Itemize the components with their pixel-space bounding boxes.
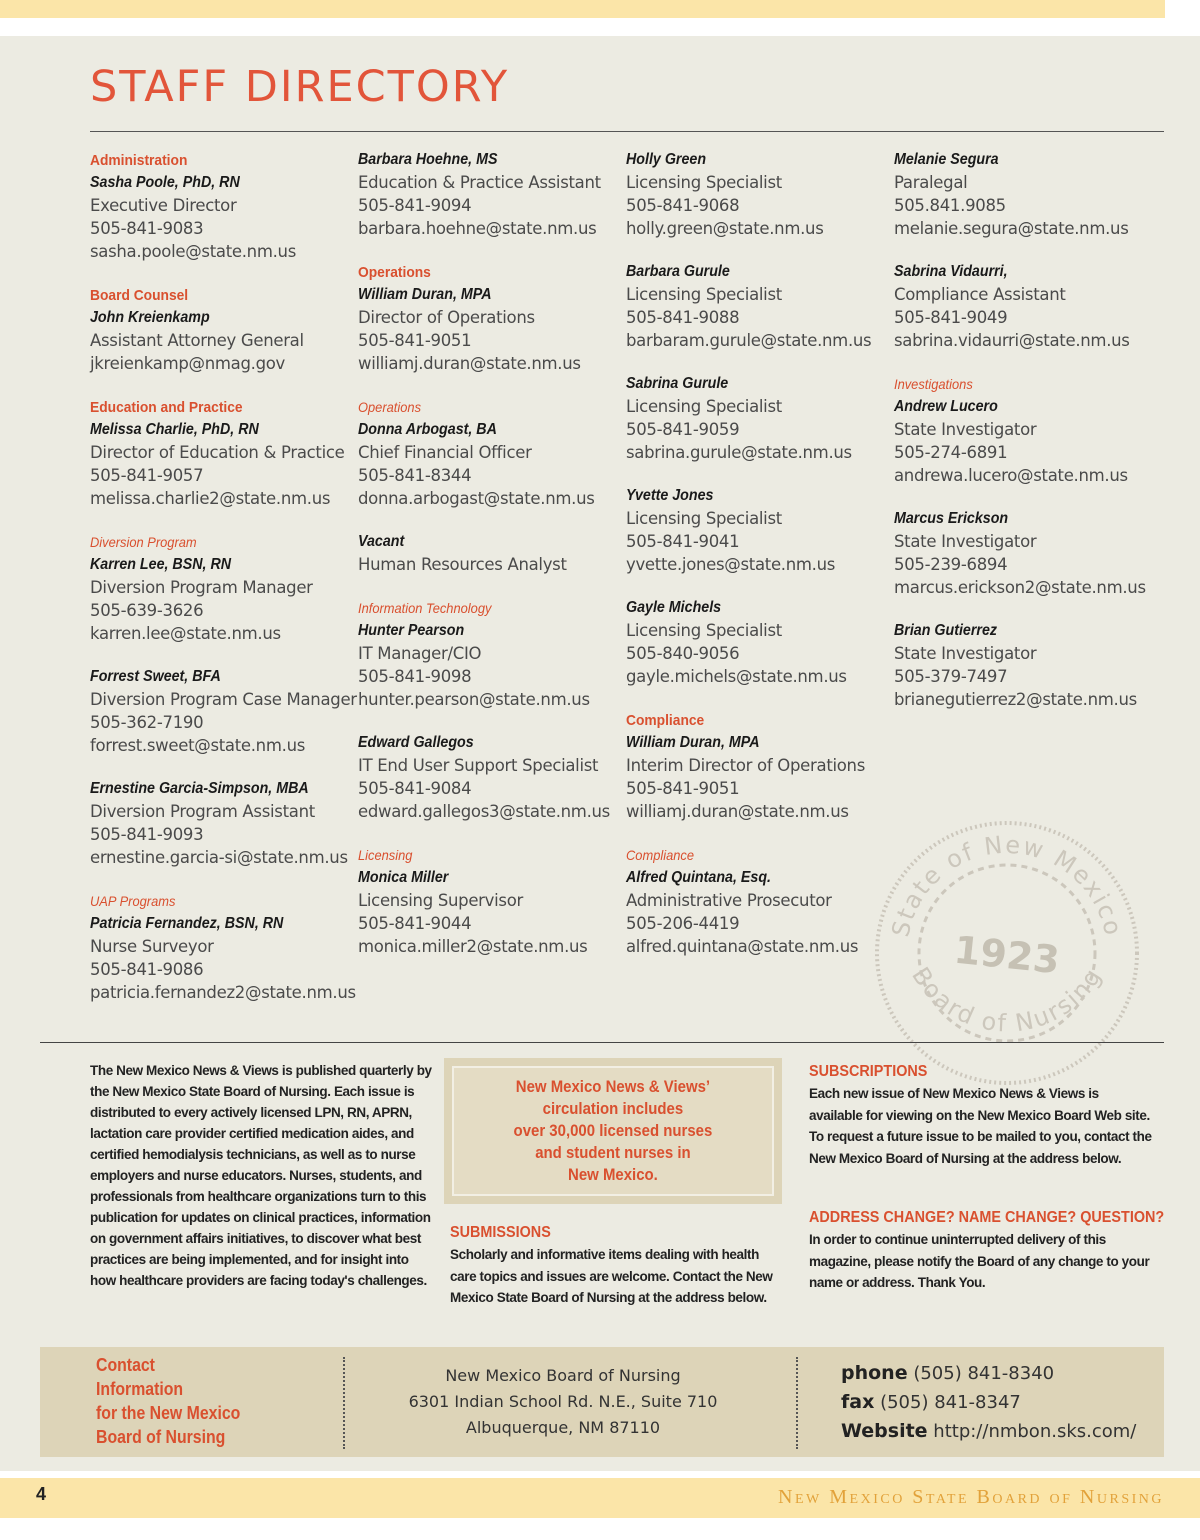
staff-name: Gayle Michels: [626, 599, 722, 616]
page-title: STAFF DIRECTORY: [90, 62, 510, 112]
submissions-body: Scholarly and informative items dealing with health care topics and issues are welcome. Contact the New Mexico State Board of Nursing at the address below.: [450, 1247, 773, 1305]
staff-phone: 505.841.9085: [894, 196, 1006, 215]
staff-phone: 505-274-6891: [894, 443, 1008, 462]
staff-name: Ernestine Garcia-Simpson, MBA: [90, 780, 309, 797]
directory-entry: [894, 372, 1162, 487]
contact-divider: [796, 1357, 798, 1449]
website-label: Website: [841, 1420, 928, 1442]
staff-phone: 505-379-7497: [894, 667, 1008, 686]
directory-entry: [90, 665, 358, 757]
directory-entry: [358, 260, 626, 375]
staff-title: Executive Director: [90, 196, 237, 215]
staff-name: Barbara Hoehne, MS: [358, 151, 498, 168]
contact-title-line: Information: [96, 1379, 184, 1399]
directory-entry: [358, 148, 626, 240]
staff-title: Licensing Specialist: [626, 285, 782, 304]
staff-phone: 505-841-9088: [626, 308, 740, 327]
staff-email[interactable]: donna.arbogast@state.nm.us: [358, 489, 595, 508]
staff-name: Hunter Pearson: [358, 622, 465, 639]
section-heading: Diversion Program: [90, 534, 197, 550]
contact-divider: [343, 1357, 345, 1449]
page-number: 4: [36, 1484, 47, 1504]
staff-name: Donna Arbogast, BA: [358, 421, 497, 438]
contact-details: [841, 1359, 1161, 1446]
section-heading: Information Technology: [358, 600, 492, 616]
staff-phone: 505-840-9056: [626, 644, 740, 663]
staff-email[interactable]: hunter.pearson@state.nm.us: [358, 690, 590, 709]
directory-entry: [90, 777, 358, 869]
staff-title: State Investigator: [894, 420, 1037, 439]
staff-title: Licensing Specialist: [626, 621, 782, 640]
directory-entry: [90, 148, 358, 263]
contact-address: [380, 1363, 746, 1441]
section-heading: Operations: [358, 399, 422, 415]
directory-entry: [358, 596, 626, 711]
staff-name: Holly Green: [626, 151, 707, 168]
staff-email[interactable]: jkreienkamp@nmag.gov: [90, 354, 286, 373]
staff-title: Diversion Program Assistant: [90, 802, 315, 821]
staff-title: Licensing Supervisor: [358, 891, 523, 910]
staff-name: Brian Gutierrez: [894, 622, 998, 639]
staff-title: Administrative Prosecutor: [626, 891, 832, 910]
staff-email[interactable]: alfred.quintana@state.nm.us: [626, 937, 859, 956]
staff-email[interactable]: gayle.michels@state.nm.us: [626, 667, 847, 686]
staff-phone: 505-841-9093: [90, 825, 204, 844]
staff-title: Licensing Specialist: [626, 173, 782, 192]
staff-phone: 505-841-9068: [626, 196, 740, 215]
directory-entry: [358, 843, 626, 958]
staff-email[interactable]: holly.green@state.nm.us: [626, 219, 824, 238]
staff-title: Assistant Attorney General: [90, 331, 304, 350]
staff-title: Interim Director of Operations: [626, 756, 866, 775]
fax-label: fax: [841, 1391, 875, 1413]
staff-name: William Duran, MPA: [626, 734, 760, 751]
circulation-text: New Mexico News & Views’ circulation includes over 30,000 licensed nurses and student nurses in New Mexico.: [513, 1077, 713, 1184]
address-change-heading: ADDRESS CHANGE? NAME CHANGE? QUESTION?: [809, 1209, 1165, 1226]
staff-phone: 505-841-9059: [626, 420, 740, 439]
contact-phone: [841, 1359, 1161, 1388]
staff-email[interactable]: patricia.fernandez2@state.nm.us: [90, 983, 356, 1002]
directory-entry: [626, 372, 894, 464]
seal-year: 1923: [951, 927, 1062, 983]
staff-title: Director of Operations: [358, 308, 535, 327]
staff-title: Diversion Program Manager: [90, 578, 313, 597]
publication-name: New Mexico State Board of Nursing: [778, 1486, 1164, 1508]
staff-title: Licensing Specialist: [626, 397, 782, 416]
staff-email[interactable]: melanie.segura@state.nm.us: [894, 219, 1129, 238]
title-rule: [90, 131, 1164, 132]
seal-bottom-text: Board of Nursing: [906, 962, 1108, 1038]
section-heading: Compliance: [626, 847, 695, 863]
contact-website: [841, 1417, 1161, 1446]
website-link[interactable]: http://nmbon.sks.com/: [933, 1421, 1137, 1442]
staff-phone: 505-362-7190: [90, 713, 204, 732]
staff-title: Nurse Surveyor: [90, 937, 214, 956]
section-heading: Licensing: [358, 847, 413, 863]
directory-entry: [90, 395, 358, 510]
staff-title: Human Resources Analyst: [358, 555, 567, 574]
directory-column-1: [90, 148, 358, 1024]
address-change-block: [809, 1207, 1165, 1294]
staff-email[interactable]: brianegutierrez2@state.nm.us: [894, 690, 1137, 709]
directory-entry: [626, 843, 894, 958]
phone-value: (505) 841-8340: [913, 1363, 1055, 1384]
staff-name: Sabrina Gurule: [626, 375, 729, 392]
subscriptions-body: Each new issue of New Mexico News & Views is available for viewing on the New Mexico Board Web site. To request a future issue to be mailed to you, contact the New Mexico Board of Nursing at the address below.: [809, 1086, 1152, 1166]
contact-title-line: for the New Mexico: [96, 1403, 241, 1423]
state-seal: [872, 818, 1142, 1088]
staff-name: Patricia Fernandez, BSN, RN: [90, 915, 284, 932]
staff-email[interactable]: williamj.duran@state.nm.us: [626, 802, 849, 821]
staff-title: Diversion Program Case Manager: [90, 690, 357, 709]
staff-title: Paralegal: [894, 173, 968, 192]
staff-title: State Investigator: [894, 532, 1037, 551]
staff-email[interactable]: sasha.poole@state.nm.us: [90, 242, 296, 261]
staff-name: Yvette Jones: [626, 487, 714, 504]
staff-title: IT Manager/CIO: [358, 644, 482, 663]
directory-column-2: [358, 148, 626, 978]
staff-name: Karren Lee, BSN, RN: [90, 556, 232, 573]
staff-phone: 505-841-9051: [626, 779, 740, 798]
address-line: 6301 Indian School Rd. N.E., Suite 710: [408, 1392, 718, 1411]
staff-name: Forrest Sweet, BFA: [90, 668, 221, 685]
staff-title: State Investigator: [894, 644, 1037, 663]
staff-title: Compliance Assistant: [894, 285, 1066, 304]
directory-entry: [90, 530, 358, 645]
directory-entry: [894, 619, 1162, 711]
address-line: New Mexico Board of Nursing: [445, 1366, 681, 1385]
submissions-heading: SUBMISSIONS: [450, 1224, 551, 1241]
staff-name: William Duran, MPA: [358, 286, 492, 303]
submissions-block: [450, 1222, 780, 1309]
staff-title: Licensing Specialist: [626, 509, 782, 528]
staff-email[interactable]: barbaram.gurule@state.nm.us: [626, 331, 872, 350]
staff-email[interactable]: andrewa.lucero@state.nm.us: [894, 466, 1128, 485]
staff-phone: 505-206-4419: [626, 914, 740, 933]
staff-email[interactable]: monica.miller2@state.nm.us: [358, 937, 588, 956]
section-heading: Compliance: [626, 712, 705, 729]
staff-title: Director of Education & Practice: [90, 443, 345, 462]
directory-entry: [626, 484, 894, 576]
staff-email[interactable]: karren.lee@state.nm.us: [90, 624, 281, 643]
circulation-box: [444, 1058, 782, 1204]
section-heading: Investigations: [894, 376, 973, 392]
staff-phone: 505-841-9094: [358, 196, 472, 215]
staff-name: John Kreienkamp: [90, 309, 210, 326]
staff-title: IT End User Support Specialist: [358, 756, 599, 775]
staff-email[interactable]: barbara.hoehne@state.nm.us: [358, 219, 597, 238]
address-line: Albuquerque, NM 87110: [465, 1418, 661, 1437]
contact-panel: [40, 1347, 1164, 1457]
directory-entry: [894, 260, 1162, 352]
staff-phone: 505-841-9049: [894, 308, 1008, 327]
directory-entry: [358, 395, 626, 510]
staff-name: Andrew Lucero: [894, 398, 998, 415]
staff-phone: 505-841-9083: [90, 219, 204, 238]
address-change-body: In order to continue uninterrupted delivery of this magazine, please notify the Board of any change to your name or address. Thank You.: [809, 1232, 1150, 1290]
directory-entry: [90, 283, 358, 375]
staff-phone: 505-841-9041: [626, 532, 740, 551]
staff-name: Edward Gallegos: [358, 734, 474, 751]
directory-entry: [626, 708, 894, 823]
staff-name: Vacant: [358, 533, 405, 550]
phone-label: phone: [841, 1362, 908, 1384]
section-heading: Education and Practice: [90, 399, 243, 416]
staff-email[interactable]: sabrina.gurule@state.nm.us: [626, 443, 852, 462]
subscriptions-heading: SUBSCRIPTIONS: [809, 1063, 928, 1080]
directory-entry: [894, 148, 1162, 240]
directory-entry: [358, 731, 626, 823]
top-band: [0, 0, 1165, 18]
staff-phone: 505-841-9086: [90, 960, 204, 979]
directory-entry: [90, 889, 358, 1004]
staff-phone: 505-841-9084: [358, 779, 472, 798]
staff-name: Barbara Gurule: [626, 263, 730, 280]
staff-email[interactable]: forrest.sweet@state.nm.us: [90, 736, 306, 755]
directory-entry: [626, 596, 894, 688]
page: [0, 36, 1200, 1471]
staff-email[interactable]: melissa.charlie2@state.nm.us: [90, 489, 331, 508]
contact-title-line: Board of Nursing: [96, 1427, 226, 1447]
staff-name: Monica Miller: [358, 869, 449, 886]
staff-name: Sabrina Vidaurri,: [894, 263, 1008, 280]
seal-top-text: State of New Mexico: [886, 830, 1128, 940]
staff-name: Alfred Quintana, Esq.: [626, 869, 772, 886]
staff-phone: 505-239-6894: [894, 555, 1008, 574]
section-heading: Operations: [358, 264, 431, 281]
contact-title: [96, 1353, 272, 1449]
staff-email[interactable]: yvette.jones@state.nm.us: [626, 555, 836, 574]
section-heading: Administration: [90, 152, 188, 169]
fax-value: (505) 841-8347: [880, 1392, 1021, 1413]
staff-name: Melanie Segura: [894, 151, 999, 168]
staff-title: Education & Practice Assistant: [358, 173, 601, 192]
svg-text:State of New Mexico: [886, 831, 1127, 940]
staff-name: Sasha Poole, PhD, RN: [90, 174, 240, 191]
staff-email[interactable]: marcus.erickson2@state.nm.us: [894, 578, 1146, 597]
staff-email[interactable]: edward.gallegos3@state.nm.us: [358, 802, 610, 821]
publication-blurb: The New Mexico News & Views is published quarterly by the New Mexico State Board of Nursing. Each issue is distributed to every actively licensed LPN, RN, APRN, lactation care provider certified medication aides, and certified hemodialysis technicians, as well as to nurse employers and nurse educators. Nurses, students, and professionals from healthcare organizations turn to this publication for updates on clinical practices, information on government affairs initiatives, to discover what best practices are being implemented, and for insight into how healthcare providers are facing today's challenges.: [90, 1063, 432, 1288]
staff-phone: 505-841-9044: [358, 914, 472, 933]
staff-email[interactable]: ernestine.garcia-si@state.nm.us: [90, 848, 348, 867]
directory-column-3: [626, 148, 894, 978]
staff-phone: 505-841-9057: [90, 466, 204, 485]
section-heading: UAP Programs: [90, 893, 176, 909]
directory-entry: [894, 507, 1162, 599]
staff-name: Marcus Erickson: [894, 510, 1009, 527]
directory-entry: [626, 148, 894, 240]
section-heading: Board Counsel: [90, 287, 189, 304]
footer-band: [0, 1478, 1200, 1518]
section-divider: [40, 1042, 1164, 1043]
contact-fax: [841, 1388, 1161, 1417]
staff-phone: 505-841-8344: [358, 466, 472, 485]
directory-entry: [358, 530, 626, 576]
staff-phone: 505-841-9051: [358, 331, 472, 350]
contact-title-line: Contact: [96, 1355, 155, 1375]
directory-column-4: [894, 148, 1162, 731]
staff-phone: 505-841-9098: [358, 667, 472, 686]
staff-title: Chief Financial Officer: [358, 443, 532, 462]
staff-email[interactable]: sabrina.vidaurri@state.nm.us: [894, 331, 1130, 350]
directory-entry: [626, 260, 894, 352]
subscriptions-block: [809, 1061, 1154, 1169]
staff-email[interactable]: williamj.duran@state.nm.us: [358, 354, 581, 373]
staff-name: Melissa Charlie, PhD, RN: [90, 421, 259, 438]
staff-phone: 505-639-3626: [90, 601, 204, 620]
